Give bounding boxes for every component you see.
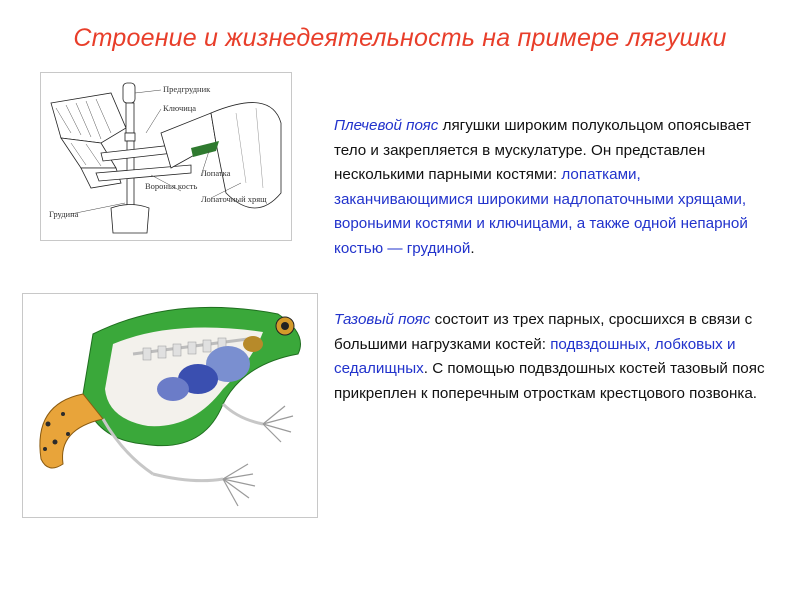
paragraph2-text-a: состоит из трех парных, сросшихся в связи с большими нагрузками костей:: [334, 311, 753, 353]
shoulder-girdle-illustration: [41, 73, 291, 240]
paragraph1-text-b: .: [470, 239, 475, 257]
label-lopatka: Лопатка: [201, 168, 231, 178]
paragraph2-text-b: . С помощью подвздошных костей тазовый пояс прикреплен к поперечным отросткам крестцового позвонка.: [334, 360, 765, 402]
shoulder-girdle-term: Плечевой пояс: [334, 117, 439, 134]
frog-anatomy-illustration: [22, 293, 318, 518]
frog-illustration: [23, 294, 317, 517]
slide-title: Строение и жизнедеятельность на примере лягушки: [73, 24, 727, 52]
label-klyuchitsa: Ключица: [163, 103, 197, 113]
paragraph1-highlight: лопатками, заканчивающимися широкими надлопаточными хрящами, вороньими костями и ключицами, а также одной непарной костью — грудиной: [334, 166, 748, 257]
pelvic-girdle-term: Тазовый пояс: [334, 311, 431, 328]
pelvic-girdle-paragraph: [334, 308, 774, 406]
shoulder-girdle-paragraph: [334, 114, 774, 261]
paragraph1-text-a: лягушки широким полукольцом опоясывает тело и закрепляется в мускулатуре. Он представлен несколькими парными костями:: [334, 117, 751, 183]
paragraph2-highlight: подвздошных, лобковых и седалищных: [334, 335, 736, 377]
label-lopatochny-khryashch: Лопаточный хрящ: [201, 194, 267, 204]
label-grudina: Грудина: [49, 209, 79, 219]
shoulder-girdle-diagram: [40, 72, 292, 241]
label-voronya-kost: Воронья кость: [145, 181, 198, 191]
label-predgrudnik: Предгрудник: [163, 84, 211, 94]
